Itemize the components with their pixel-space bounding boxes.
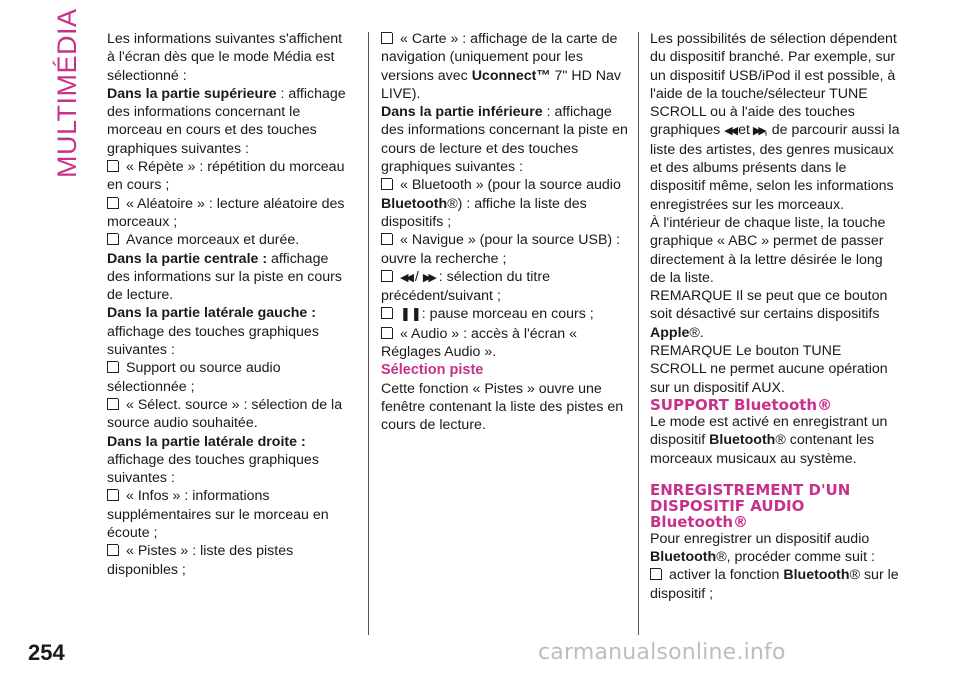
side-tab: [52, 8, 82, 178]
bold-text: Bluetooth: [709, 432, 776, 449]
section-heading: SUPPORT Bluetooth®: [650, 395, 833, 414]
text: affichage des touches graphiques suivantes :: [107, 323, 319, 359]
pause-icon: ❚❚: [400, 307, 422, 323]
list-item: [381, 305, 629, 324]
bold-text: Dans la partie inférieure: [381, 104, 543, 121]
column-3: [650, 30, 900, 603]
bold-text: Dans la partie supérieure: [107, 85, 277, 102]
text: « Audio » : accès à l'écran « Réglages Audio ».: [381, 325, 578, 361]
text: : sélection du titre précédent/suivant ;: [381, 268, 550, 305]
bullet-box-icon: [650, 568, 662, 580]
text: : pause morceau en cours ;: [421, 306, 594, 323]
text: : affichage des informations concernant le morceau en cours et des touches graphiques suivantes :: [107, 85, 346, 157]
list-item: [107, 396, 351, 433]
list-item: [107, 195, 351, 232]
paragraph: [650, 30, 900, 214]
text: « Carte » : affichage de la carte de navigation (uniquement pour les versions avec: [381, 31, 618, 84]
bullet-box-icon: [107, 361, 119, 373]
previous-track-icon: ◀◀: [724, 124, 736, 138]
section-heading: ENREGISTREMENT D'UN DISPOSITIF AUDIO Bluetooth®: [650, 480, 851, 531]
bullet-box-icon: [107, 489, 119, 501]
paragraph: [650, 530, 900, 567]
bullet-box-icon: [381, 32, 393, 44]
text: « Sélect. source » : sélection de la source audio souhaitée.: [107, 396, 343, 432]
subheading: Sélection piste: [381, 362, 484, 379]
column-1: [107, 30, 351, 579]
text: Le mode est activé en enregistrant un dispositif: [650, 413, 888, 449]
text: ®, procéder comme suit :: [716, 549, 875, 566]
paragraph: [107, 250, 351, 305]
paragraph: Les informations suivantes s'affichent à l'écran dès que le mode Média est sélectionné :: [107, 31, 343, 84]
previous-track-icon: ◀◀: [400, 270, 411, 284]
paragraph: [107, 85, 351, 158]
watermark: carmanualsonline.info: [538, 640, 786, 665]
paragraph: [650, 413, 900, 468]
bullet-box-icon: [107, 544, 119, 556]
paragraph: Cette fonction « Pistes » ouvre une fenêtre contenant la liste des pistes en cours de lecture.: [381, 380, 624, 434]
text: ® contenant les morceaux musicaux au système.: [650, 432, 875, 467]
list-item: [381, 268, 629, 306]
bold-text: Dans la partie centrale :: [107, 250, 268, 267]
bold-text: Uconnect™: [471, 67, 551, 84]
text: affichage des informations sur la piste en cours de lecture.: [107, 250, 342, 304]
paragraph: [650, 287, 900, 342]
bullet-box-icon: [381, 307, 393, 319]
paragraph: [107, 304, 351, 359]
list-item: [107, 359, 351, 396]
bold-text: Apple: [650, 324, 690, 341]
text: activer la fonction: [669, 567, 784, 584]
text: 7" HD Nav LIVE).: [381, 67, 621, 102]
bold-text: Bluetooth: [650, 549, 717, 566]
text: « Pistes » : liste des pistes disponibles ;: [107, 543, 294, 578]
bullet-box-icon: [107, 197, 119, 209]
next-track-icon: ▶▶: [422, 270, 434, 284]
paragraph: [107, 433, 351, 488]
list-item: [381, 231, 629, 268]
text: Les possibilités de sélection dépendent du dispositif branché. Par exemple, sur un dispositif USB/iPod il est possible, à l'aide de la touche/sélecteur TUNE SCROLL ou à l'aide des touches graphiques: [650, 31, 897, 139]
text: ®.: [689, 324, 704, 341]
text: Support ou source audio sélectionnée ;: [107, 360, 281, 395]
column-divider: [638, 32, 639, 635]
page-number: 254: [28, 640, 65, 665]
text: ® sur le dispositif ;: [650, 567, 899, 602]
bullet-box-icon: [107, 398, 119, 410]
bullet-box-icon: [381, 233, 393, 245]
text: , de parcourir aussi la liste des artistes, des genres musicaux et des albums présents dans le dispositif même, selon les informations enregistrées sur les morceaux.: [650, 122, 900, 213]
text: Pour enregistrer un dispositif audio: [650, 530, 870, 547]
list-item: [381, 325, 629, 362]
column-divider: [368, 32, 369, 635]
list-item: [107, 542, 351, 579]
section-label: MULTIMÉDIA: [52, 8, 82, 178]
bullet-box-icon: [381, 178, 393, 190]
paragraph: [381, 103, 629, 176]
list-item: [107, 487, 351, 542]
bold-text: Bluetooth: [783, 567, 850, 584]
bullet-box-icon: [107, 233, 119, 245]
text: affichage des touches graphiques suivantes :: [107, 451, 319, 487]
text: : affichage des informations concernant la piste en cours de lecture et des touches graphiques suivantes :: [381, 104, 628, 176]
bold-text: Dans la partie latérale droite :: [107, 433, 306, 450]
bold-text: Bluetooth: [381, 195, 448, 212]
list-item: [107, 158, 351, 195]
list-item: [381, 30, 629, 103]
text: Avance morceaux et durée.: [126, 232, 300, 249]
text: « Navigue » (pour la source USB) : ouvre la recherche ;: [381, 232, 621, 267]
text: « Infos » : informations supplémentaires sur le morceau en écoute ;: [107, 488, 329, 542]
paragraph: REMARQUE Le bouton TUNE SCROLL ne permet aucune opération sur un dispositif AUX.: [650, 343, 888, 396]
text: /: [414, 268, 419, 285]
bullet-box-icon: [381, 327, 393, 339]
list-item: [381, 176, 629, 231]
next-track-icon: ▶▶: [752, 124, 764, 138]
text: et: [738, 122, 750, 139]
list-item: [650, 566, 900, 603]
bold-text: Dans la partie latérale gauche :: [107, 305, 316, 322]
column-2: [381, 30, 629, 435]
text: ®) : affiche la liste des dispositifs ;: [381, 195, 587, 230]
paragraph: À l'intérieur de chaque liste, la touche graphique « ABC » permet de passer directement à la lettre désirée le long de la liste.: [650, 214, 886, 286]
text: « Aléatoire » : lecture aléatoire des morceaux ;: [107, 195, 345, 230]
bullet-box-icon: [107, 160, 119, 172]
text: REMARQUE Il se peut que ce bouton soit désactivé sur certains dispositifs: [650, 288, 888, 323]
bullet-box-icon: [381, 270, 393, 282]
list-item: [107, 231, 351, 249]
text: « Bluetooth » (pour la source audio: [400, 177, 621, 194]
text: « Répète » : répétition du morceau en cours ;: [107, 159, 345, 194]
